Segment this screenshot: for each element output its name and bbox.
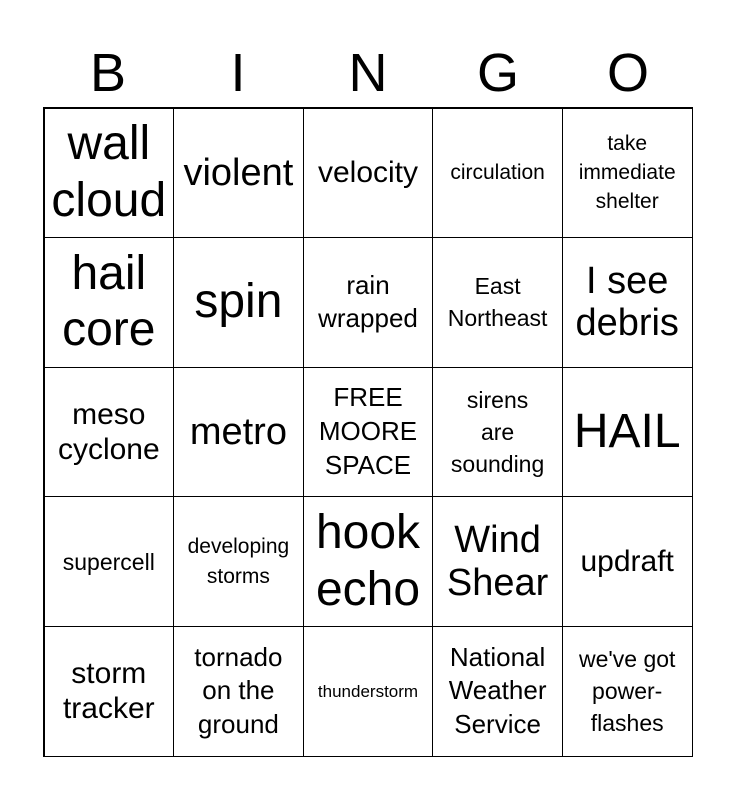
bingo-cell[interactable] <box>562 108 693 239</box>
cell-text: hail core <box>62 246 156 357</box>
cell-text: updraft <box>580 544 674 578</box>
bingo-cell[interactable] <box>562 626 693 757</box>
cell-text: National Weather Service <box>448 641 547 740</box>
cell-text: spin <box>194 275 283 329</box>
cell-text: supercell <box>62 548 155 575</box>
bingo-cell[interactable] <box>432 237 563 368</box>
cell-text: hook echo <box>315 505 421 616</box>
header-letter-b: B <box>89 43 127 103</box>
bingo-cell[interactable] <box>432 626 563 757</box>
bingo-cell[interactable] <box>432 108 563 239</box>
bingo-cell[interactable] <box>173 108 304 239</box>
bingo-cell[interactable] <box>303 108 434 239</box>
header-letter-i: I <box>230 43 246 103</box>
cell-text: I see debris <box>575 259 679 345</box>
cell-text: we've got power- flashes <box>578 645 676 737</box>
cell-text: velocity <box>317 156 419 190</box>
bingo-cell[interactable] <box>173 367 304 498</box>
bingo-cell[interactable] <box>303 367 434 498</box>
cell-text: take immediate shelter <box>578 131 676 214</box>
cell-text: thunderstorm <box>317 681 419 701</box>
bingo-cell[interactable] <box>44 626 175 757</box>
bingo-cell[interactable] <box>173 237 304 368</box>
cell-text: tornado on the ground <box>194 641 283 740</box>
bingo-grid <box>43 107 693 757</box>
cell-text: HAIL <box>573 404 681 458</box>
cell-text: East Northeast <box>447 273 548 332</box>
header-letter-n: N <box>348 43 388 103</box>
bingo-cell[interactable] <box>44 108 175 239</box>
cell-text: metro <box>189 410 287 453</box>
header-letter-o: O <box>606 43 649 103</box>
header-letter-g: G <box>476 43 519 103</box>
cell-text: meso cyclone <box>57 397 160 466</box>
cell-text: FREE MOORE SPACE <box>318 382 418 480</box>
cell-text: sirens are sounding <box>450 386 545 478</box>
bingo-cell[interactable] <box>44 367 175 498</box>
bingo-cell[interactable] <box>562 237 693 368</box>
bingo-cell[interactable] <box>432 367 563 498</box>
bingo-cell[interactable] <box>173 626 304 757</box>
cell-text: Wind Shear <box>446 519 549 604</box>
bingo-cell[interactable] <box>562 367 693 498</box>
cell-text: rain wrapped <box>318 269 418 334</box>
cell-text: storm tracker <box>62 656 155 726</box>
bingo-cell[interactable] <box>44 496 175 627</box>
cell-text: circulation <box>450 161 545 185</box>
bingo-cell[interactable] <box>303 626 434 757</box>
bingo-cell[interactable] <box>44 237 175 368</box>
cell-text: violent <box>183 151 294 194</box>
cell-text: wall cloud <box>51 117 167 227</box>
bingo-cell[interactable] <box>303 496 434 627</box>
bingo-header <box>43 42 693 104</box>
bingo-cell[interactable] <box>173 496 304 627</box>
bingo-cell[interactable] <box>303 237 434 368</box>
cell-text: developing storms <box>187 535 290 588</box>
bingo-cell[interactable] <box>432 496 563 627</box>
bingo-cell[interactable] <box>562 496 693 627</box>
